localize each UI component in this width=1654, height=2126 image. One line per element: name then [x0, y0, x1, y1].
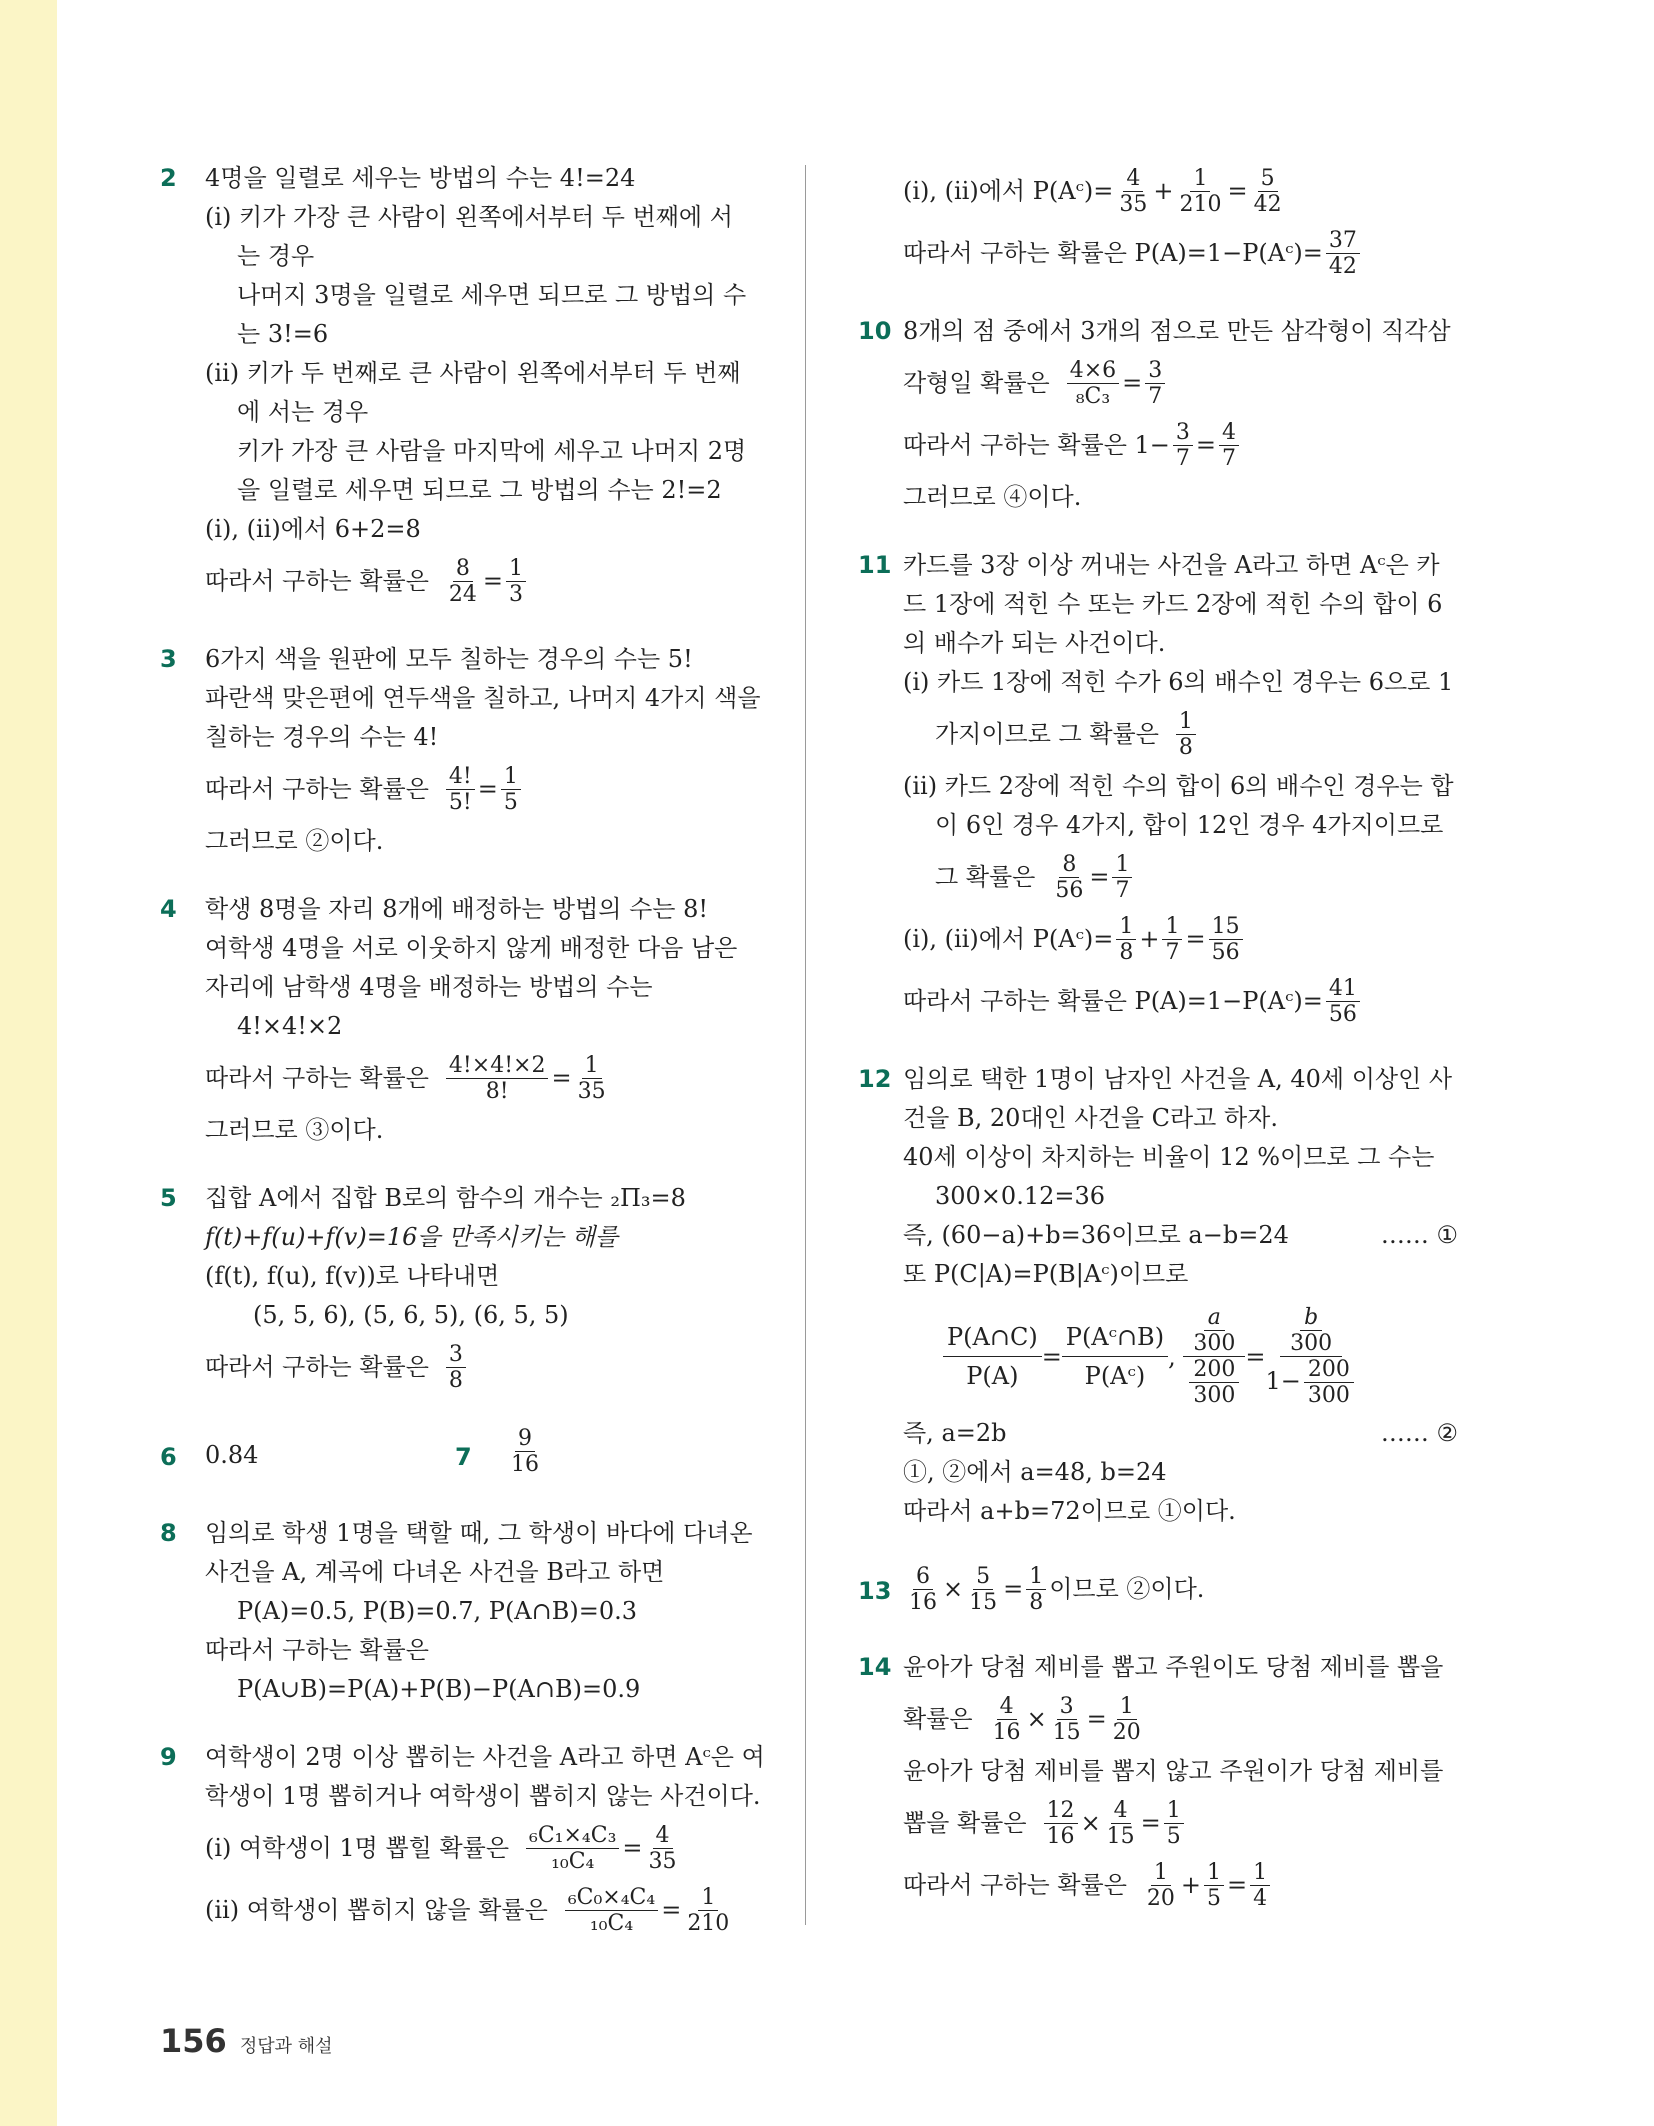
answer-value: 0.84 — [205, 1441, 259, 1469]
fraction: $\frac{5}{42}$ — [1253, 165, 1282, 217]
problem-6-7 — [160, 1426, 760, 1484]
math-line: 그 확률은 $\frac{8}{56}$ = $\frac{1}{7}$ — [903, 848, 1458, 906]
problem-number: 2 — [160, 164, 177, 192]
text-line: 즉, a=2b …… ② — [903, 1414, 1458, 1452]
answer-line: 따라서 구하는 확률은 P(A)=1−P(Aᶜ)= $\frac{41}{56}$ — [903, 972, 1458, 1030]
text-line: 여학생이 2명 이상 뽑히는 사건을 A라고 하면 Aᶜ은 여 — [205, 1743, 765, 1771]
fraction: $\frac{P(A\cap C)}{P(A)}$ — [943, 1318, 1042, 1395]
problem-number: 11 — [858, 551, 892, 579]
column-divider — [805, 165, 806, 1925]
fraction: $\frac{4}{35}$ — [648, 1822, 677, 1874]
text-line: 을 일렬로 세우면 되므로 그 방법의 수는 2!=2 — [237, 476, 722, 504]
text-line: 4명을 일렬로 세우는 방법의 수는 4!=24 — [205, 164, 636, 192]
text-line: (5, 5, 6), (5, 6, 5), (6, 5, 5) — [253, 1301, 569, 1329]
fraction: $\frac{1}{7}$ — [1112, 852, 1132, 903]
fraction: $\frac{6}{16}$ — [909, 1563, 937, 1615]
text-line: 자리에 남학생 4명을 배정하는 방법의 수는 — [205, 973, 653, 1001]
text-line: (f(t), f(u), f(v))로 나타내면 — [205, 1262, 500, 1290]
problem-number: 6 — [160, 1443, 177, 1471]
math-line: (ⅱ) 여학생이 뽑히지 않을 확률은 $\frac{\text{₆C₀×₄C₄}}{\text{₁₀C₄}}$ = $\frac{1}{210}$ — [205, 1881, 760, 1939]
text-line: P(A∪B)=P(A)+P(B)−P(A∩B)=0.9 — [237, 1675, 641, 1703]
conclusion: 그러므로 ④이다. — [903, 483, 1082, 511]
problem-number: 12 — [858, 1065, 892, 1093]
left-column — [160, 158, 765, 1969]
text-line: 학생이 1명 뽑히거나 여학생이 뽑히지 않는 사건이다. — [205, 1782, 761, 1810]
answer-line: 따라서 구하는 확률은 $\frac{4!}{5!}$ = $\frac{1}{5}$ — [205, 760, 760, 818]
text-line: 따라서 구하는 확률은 — [205, 1636, 429, 1664]
fraction: $\frac{41}{56}$ — [1326, 976, 1360, 1027]
text-line: 40세 이상이 차지하는 비율이 12 %이므로 그 수는 — [903, 1143, 1435, 1171]
problem-number: 10 — [858, 317, 892, 345]
text-line: (ⅰ) 카드 1장에 적힌 수가 6의 배수인 경우는 6으로 1 — [903, 668, 1454, 696]
text-line: 집합 A에서 집합 B로의 함수의 개수는 ₂Π₃=8 — [205, 1184, 686, 1212]
fraction: $\frac{3}{8}$ — [446, 1342, 466, 1393]
text-line: (ⅰ) 키가 가장 큰 사람이 왼쪽에서부터 두 번째에 서 — [205, 203, 733, 231]
text-line: 윤아가 당첨 제비를 뽑고 주원이도 당첨 제비를 뽑을 — [903, 1653, 1444, 1681]
fraction: $\frac{9}{16}$ — [511, 1426, 539, 1477]
compound-fraction: $\frac{\frac{a}{300}}{\frac{200}{300}}$ — [1183, 1305, 1245, 1408]
compound-fraction: $\frac{b}{300}$ 1− $\frac{200}{300}$ — [1265, 1305, 1356, 1408]
answer-line: 따라서 구하는 확률은 1− $\frac{3}{7}$ = $\frac{4}{7}$ — [903, 416, 1458, 474]
fraction: $\frac{\text{₆C₀×₄C₄}}{\text{₁₀C₄}}$ — [565, 1885, 658, 1936]
problem-9-continued — [858, 162, 1458, 282]
text-line: 에 서는 경우 — [237, 398, 369, 426]
text-line: 이 6인 경우 4가지, 합이 12인 경우 4가지이므로 — [935, 811, 1444, 839]
text-line: 임의로 학생 1명을 택할 때, 그 학생이 바다에 다녀온 — [205, 1519, 753, 1547]
page-footer — [160, 2022, 333, 2060]
text-line: 300×0.12=36 — [935, 1182, 1106, 1210]
problem-5 — [160, 1179, 760, 1396]
problem-number: 9 — [160, 1743, 177, 1771]
fraction: $\frac{4}{15}$ — [1106, 1797, 1135, 1849]
answer-line: 따라서 구하는 확률은 $\frac{4!\times 4!\times 2}{8!}$ = $\frac{1}{35}$ — [205, 1049, 760, 1107]
text-line: 또 P(C|A)=P(B|Aᶜ)이므로 — [903, 1260, 1189, 1288]
problem-number: 7 — [455, 1443, 472, 1471]
text-line: 8개의 점 중에서 3개의 점으로 만든 삼각형이 직각삼 — [903, 317, 1451, 345]
text-line: 나머지 3명을 일렬로 세우면 되므로 그 방법의 수 — [237, 281, 747, 309]
math-line: (ⅰ), (ⅱ)에서 P(Aᶜ)= $\frac{1}{8}$ + $\frac{1}{7}$ = $\frac{15}{56}$ — [903, 910, 1458, 968]
fraction: $\frac{4}{7}$ — [1219, 420, 1239, 471]
fraction: $\frac{4}{35}$ — [1119, 165, 1148, 217]
text-line: 윤아가 당첨 제비를 뽑지 않고 주원이가 당첨 제비를 — [903, 1757, 1444, 1785]
fraction: $\frac{1}{7}$ — [1162, 914, 1182, 965]
text-line: 여학생 4명을 서로 이웃하지 않게 배정한 다음 남은 — [205, 934, 738, 962]
fraction: $\frac{1}{8}$ — [1026, 1564, 1046, 1615]
text-line: 6가지 색을 원판에 모두 칠하는 경우의 수는 5! — [205, 645, 693, 673]
math-line: 뽑을 확률은 $\frac{12}{16}$ × $\frac{4}{15}$ = $\frac{1}{5}$ — [903, 1794, 1458, 1852]
fraction: $\frac{\text{₆C₁×₄C₃}}{\text{₁₀C₄}}$ — [526, 1823, 619, 1874]
problem-number: 5 — [160, 1184, 177, 1212]
conclusion: 따라서 a+b=72이므로 ①이다. — [903, 1497, 1236, 1525]
fraction: $\frac{1}{8}$ — [1176, 709, 1196, 760]
page-number: 156 — [160, 2022, 227, 2060]
text-line: 4!×4!×2 — [237, 1012, 343, 1040]
answer-line: 따라서 구하는 확률은 P(A)=1−P(Aᶜ)= $\frac{37}{42}$ — [903, 224, 1458, 282]
math-line: 가지이므로 그 확률은 $\frac{1}{8}$ — [903, 705, 1458, 763]
text-line: (ⅱ) 키가 두 번째로 큰 사람이 왼쪽에서부터 두 번째 — [205, 359, 741, 387]
problem-12 — [858, 1060, 1458, 1530]
problem-13 — [858, 1560, 1458, 1618]
fraction: $\frac{4!\times 4!\times 2}{8!}$ — [446, 1053, 549, 1104]
margin-strip — [0, 0, 57, 2126]
fraction: $\frac{12}{16}$ — [1044, 1798, 1078, 1849]
fraction: $\frac{1}{4}$ — [1250, 1860, 1270, 1911]
text-line: (ⅱ) 카드 2장에 적힌 수의 합이 6의 배수인 경우는 합 — [903, 772, 1454, 800]
answer-line: 따라서 구하는 확률은 $\frac{3}{8}$ — [205, 1338, 760, 1396]
math-line: (ⅰ) 여학생이 1명 뽑힐 확률은 $\frac{\text{₆C₁×₄C₃}}{\text{₁₀C₄}}$ = $\frac{4}{35}$ — [205, 1819, 760, 1877]
fraction: $\frac{1}{5}$ — [1164, 1798, 1184, 1849]
answer-line: 따라서 구하는 확률은 $\frac{8}{24}$ = $\frac{1}{3}$ — [205, 552, 760, 610]
fraction: $\frac{3}{7}$ — [1173, 420, 1193, 471]
fraction: $\frac{1}{35}$ — [577, 1052, 606, 1104]
fraction: $\frac{8}{56}$ — [1055, 851, 1084, 903]
text-line: 임의로 택한 1명이 남자인 사건을 A, 40세 이상인 사 — [903, 1065, 1453, 1093]
fraction: $\frac{3}{7}$ — [1145, 358, 1165, 409]
problem-2 — [160, 159, 760, 610]
equation-tag: …… ① — [1380, 1221, 1458, 1249]
problem-3 — [160, 640, 760, 860]
fraction: $\frac{8}{24}$ — [448, 555, 477, 607]
problem-number: 8 — [160, 1519, 177, 1547]
fraction: $\frac{1}{20}$ — [1146, 1859, 1175, 1911]
text-line: 건을 B, 20대인 사건을 C라고 하자. — [903, 1104, 1278, 1132]
problem-11 — [858, 546, 1458, 1030]
text-line: 는 경우 — [237, 242, 315, 270]
problem-8 — [160, 1514, 760, 1708]
answer-line: 따라서 구하는 확률은 $\frac{1}{20}$ + $\frac{1}{5}$ = $\frac{1}{4}$ — [903, 1856, 1458, 1914]
fraction: $\frac{1}{210}$ — [687, 1884, 730, 1936]
text-line: 즉, (60−a)+b=36이므로 a−b=24 …… ① — [903, 1216, 1458, 1254]
fraction: $\frac{3}{15}$ — [1052, 1693, 1081, 1745]
conclusion: 그러므로 ③이다. — [205, 1116, 384, 1144]
right-column — [858, 158, 1458, 1944]
fraction: $\frac{1}{210}$ — [1179, 165, 1222, 217]
problem-4 — [160, 890, 760, 1149]
math-line: 각형일 확률은 $\frac{4\times 6}{\text{₈C₃}}$ = $\frac{3}{7}$ — [903, 354, 1458, 412]
text-line: 는 3!=6 — [237, 320, 329, 348]
text-line: 드 1장에 적힌 수 또는 카드 2장에 적힌 수의 합이 6 — [903, 590, 1443, 618]
fraction: $\frac{4!}{5!}$ — [446, 764, 475, 815]
fraction: $\frac{\text{P(Aᶜ∩B)}}{\text{P(Aᶜ)}}$ — [1062, 1318, 1168, 1395]
text-line: 파란색 맞은편에 연두색을 칠하고, 나머지 4가지 색을 — [205, 684, 761, 712]
fraction: $\frac{4}{16}$ — [992, 1693, 1021, 1745]
problem-10 — [858, 312, 1458, 516]
text-line: (ⅰ), (ⅱ)에서 6+2=8 — [205, 515, 421, 543]
problem-number: 13 — [858, 1577, 892, 1605]
math-line: $\frac{6}{16}$ × $\frac{5}{15}$ = $\frac{1}{8}$ 이므로 ②이다. — [903, 1560, 1458, 1618]
math-line: 확률은 $\frac{4}{16}$ × $\frac{3}{15}$ = $\frac{1}{20}$ — [903, 1690, 1458, 1748]
conditional-equation: $\frac{P(A\cap C)}{P(A)}$ = $\frac{\text{P(Aᶜ∩B)}}{\text{P(Aᶜ)}}$ , $\frac{\frac{a}{300}}{\frac{200}{300}}$ = $\frac{b}{300}$ 1− $\frac{200}{300}$ — [943, 1305, 1458, 1408]
fraction: $\frac{5}{15}$ — [969, 1563, 998, 1615]
equation-tag: …… ② — [1380, 1419, 1458, 1447]
fraction: $\frac{4\times 6}{\text{₈C₃}}$ — [1067, 358, 1119, 409]
fraction: $\frac{15}{56}$ — [1209, 914, 1243, 965]
fraction: $\frac{1}{5}$ — [1204, 1860, 1224, 1911]
fraction: $\frac{1}{3}$ — [506, 556, 526, 607]
text-line: P(A)=0.5, P(B)=0.7, P(A∩B)=0.3 — [237, 1597, 638, 1625]
fraction: $\frac{1}{8}$ — [1116, 914, 1136, 965]
text-line: 칠하는 경우의 수는 4! — [205, 723, 439, 751]
text-line: 의 배수가 되는 사건이다. — [903, 629, 1166, 657]
text-line: 학생 8명을 자리 8개에 배정하는 방법의 수는 8! — [205, 895, 708, 923]
fraction: $\frac{37}{42}$ — [1326, 228, 1360, 279]
fraction: $\frac{1}{5}$ — [501, 764, 521, 815]
problem-number: 4 — [160, 895, 177, 923]
section-label: 정답과 해설 — [239, 2036, 333, 2057]
problem-9 — [160, 1738, 765, 1939]
text-line: ①, ②에서 a=48, b=24 — [903, 1458, 1167, 1486]
conclusion: 그러므로 ②이다. — [205, 827, 384, 855]
problem-number: 14 — [858, 1653, 892, 1681]
math-line: (ⅰ), (ⅱ)에서 P(Aᶜ)= $\frac{4}{35}$ + $\frac{1}{210}$ = $\frac{5}{42}$ — [903, 162, 1458, 220]
text-line: 카드를 3장 이상 꺼내는 사건을 A라고 하면 Aᶜ은 카 — [903, 551, 1440, 579]
text-line: 키가 가장 큰 사람을 마지막에 세우고 나머지 2명 — [237, 437, 747, 465]
fraction: $\frac{1}{20}$ — [1112, 1693, 1141, 1745]
text-line: 사건을 A, 계곡에 다녀온 사건을 B라고 하면 — [205, 1558, 665, 1586]
text-line: f(t)+f(u)+f(v)=16을 만족시키는 해를 — [205, 1223, 619, 1251]
problem-14 — [858, 1648, 1458, 1914]
problem-number: 3 — [160, 645, 177, 673]
